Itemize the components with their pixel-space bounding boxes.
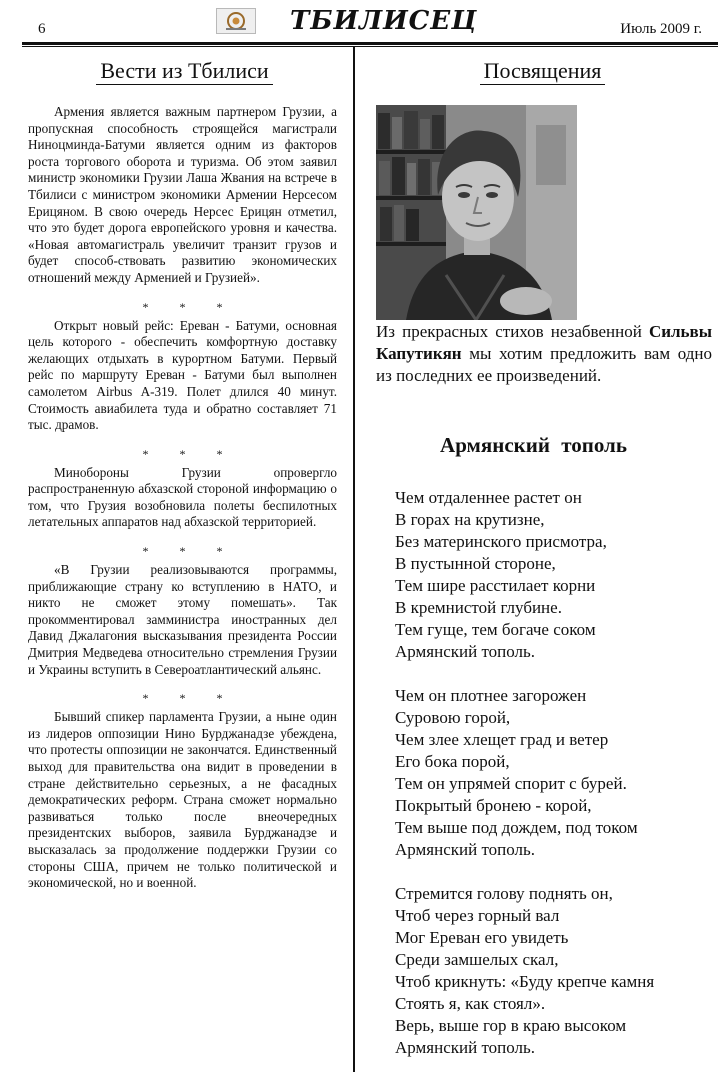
page-number: 6 <box>38 21 46 37</box>
poem-line: Армянский тополь. <box>395 642 536 661</box>
poem-line: Чем он плотнее загорожен <box>395 686 587 705</box>
poem-line: Суровою горой, <box>395 708 511 727</box>
poet-name: Сильвы Капутикян <box>376 322 712 363</box>
news-separator: * * * <box>142 544 237 559</box>
poem-line: Без материнского присмотра, <box>395 532 607 551</box>
section-heading-dedications-text: Посвящения <box>480 58 606 85</box>
poem-line: Армянский тополь. <box>395 1038 536 1057</box>
poem-title: Армянский тополь <box>440 433 627 457</box>
news-item: Открыт новый рейс: Ереван - Батуми, основная цель которого - обеспечить комфортную доставку желающих отдыхать в курортном Батуми. Первый рейс по маршруту Ереван - Батуми был выполнен самолетом Airbus A-319. Полет длился 40 минут. Стоимость авиабилета туда и обратно составляет 71 тыс. драмов. <box>28 317 337 433</box>
poem-line: Чем отдаленнее растет он <box>395 488 582 507</box>
column-divider <box>353 47 355 1072</box>
newspaper-emblem-icon <box>216 8 256 34</box>
news-item: Бывший спикер парламента Грузии, а ныне один из лидеров оппозиции Нино Бурджанадзе убеждена, что протесты оппозиции не закончатся. Единственный выход для правительства она видит в проведении в стране действительно серьезных, а не фасадных демократических реформ. Страна сможет нормально развиваться только после внеочередных президентских выборов, заявила Бурджанадзе и высказалась за продолжение поддержки Грузии со стороны США, причем не только политической и экономической, но и военной. <box>28 709 337 891</box>
poem-line: Тем шире расстилает корни <box>395 576 596 595</box>
news-column <box>28 104 337 892</box>
intro-text-before: Из прекрасных стихов незабвенной <box>376 322 649 341</box>
news-item: Армения является важным партнером Грузии, а пропускная способность строящейся магистрали Ниноцминда-Батуми является одним из факторов роста торгового оборота и туризма. Об этом заявил министр экономики Грузии Лаша Жвания на встрече в Тбилиси с министром экономики Армении Нерсесом Ерицяном. В свою очередь Нерсес Ерицян отметил, что это будет дорога европейского уровня и качества. «Новая автомагистраль увеличит транзит грузов и будет способ-ствовать развитию экономических отношений между Арменией и Грузией». <box>28 104 337 285</box>
news-item: Минобороны Грузии опровергло распространенную абхазской стороной информацию о том, что Грузия возобновила полеты беспилотных летательных аппаратов над абхазской территорией. <box>28 464 337 530</box>
poem-line: Чтоб крикнуть: «Буду крепче камня <box>395 972 655 991</box>
poem-line: Тем выше под дождем, под током <box>395 818 638 837</box>
poem-line: В горах на крутизне, <box>395 510 545 529</box>
poem-stanza <box>395 883 720 1059</box>
header-rule-thin <box>22 46 718 47</box>
poem-line: Тем он упрямей спорит с бурей. <box>395 774 627 793</box>
poem-line: Его бока порой, <box>395 752 510 771</box>
poem-line: Мог Ереван его увидеть <box>395 928 569 947</box>
poem <box>395 487 720 1059</box>
header-rule <box>22 42 718 45</box>
poem-line: Чем злее хлещет град и ветер <box>395 730 609 749</box>
issue-date: Июль 2009 г. <box>620 21 702 37</box>
section-heading-news <box>22 56 347 86</box>
news-separator: * * * <box>142 446 237 461</box>
intro-text-after: мы хотим предложить вам одно из последних ее произведений. <box>376 344 712 385</box>
poem-stanza <box>395 487 720 663</box>
portrait-photo <box>376 105 577 320</box>
poem-line: В пустынной стороне, <box>395 554 556 573</box>
poem-line: Чтоб через горный вал <box>395 906 560 925</box>
poem-line: Стремится голову поднять он, <box>395 884 613 903</box>
section-heading-news-text: Вести из Тбилиси <box>96 58 272 85</box>
masthead: ТБИЛИСЕЦ <box>290 6 478 36</box>
section-heading-dedications <box>360 56 725 86</box>
poem-line: Стоять я, как стоял». <box>395 994 546 1013</box>
poem-line: Армянский тополь. <box>395 840 536 859</box>
news-separator: * * * <box>142 299 237 314</box>
poem-line: Тем гуще, тем богаче соком <box>395 620 596 639</box>
poem-line: Верь, выше гор в краю высоком <box>395 1016 627 1035</box>
poem-line: Среди замшелых скал, <box>395 950 559 969</box>
news-item: «В Грузии реализовываются программы, приближающие страну ко вступлению в НАТО, и никто не сможет этому помешать». Так прокомментировал замминистра иностранных дел Давид Джалагония высказывания президента России Дмитрия Медведева относительно стремления Грузии и Украины вступить в Североатлантический альянс. <box>28 562 337 677</box>
poem-line: В кремнистой глубине. <box>395 598 562 617</box>
poem-line: Покрытый бронею - корой, <box>395 796 592 815</box>
poem-stanza <box>395 685 720 861</box>
news-separator: * * * <box>142 691 237 706</box>
intro-paragraph <box>376 321 712 387</box>
